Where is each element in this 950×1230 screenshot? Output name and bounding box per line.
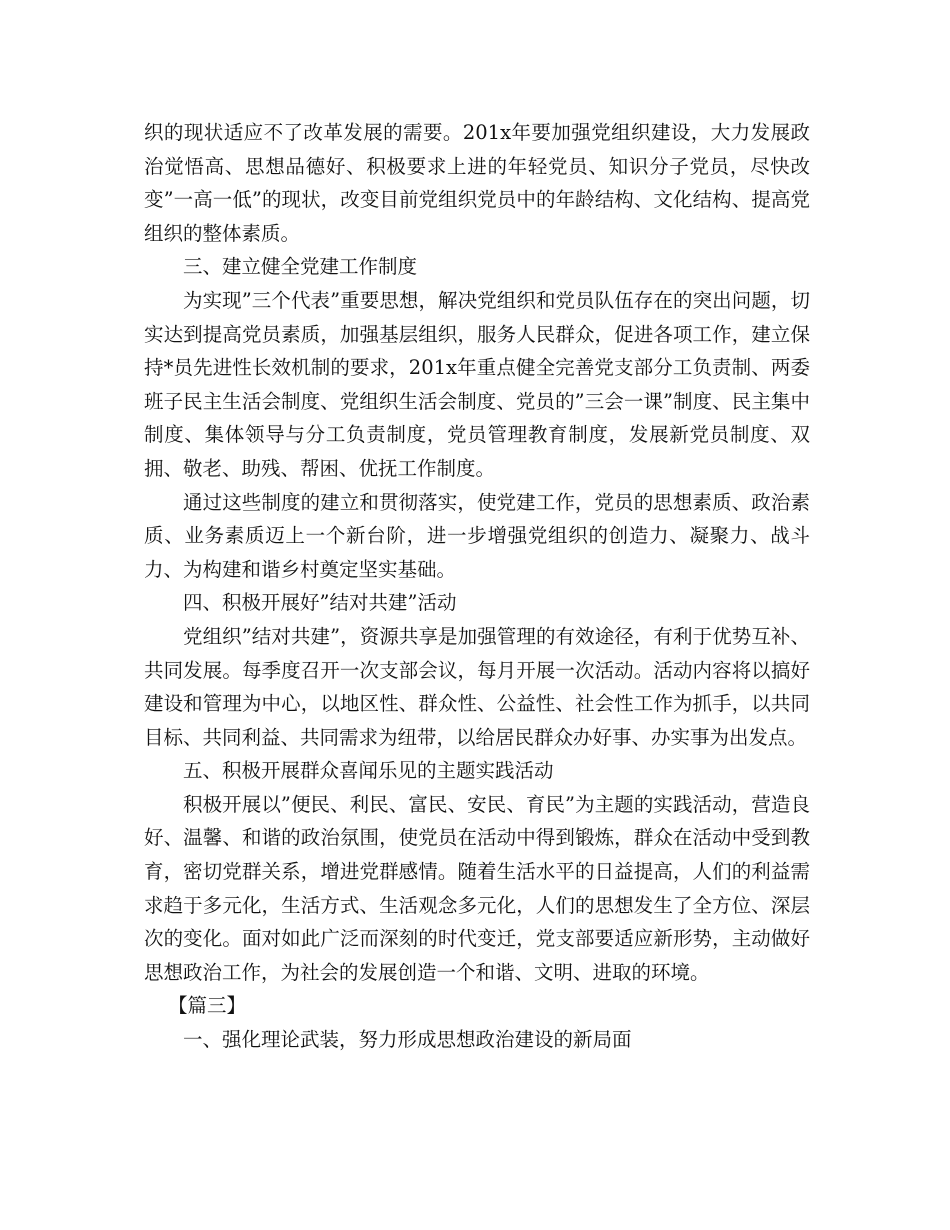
heading-part-three-section-one: 一、强化理论武装，努力形成思想政治建设的新局面 (183, 1028, 632, 1052)
paragraph-pairing-activity: 党组织”结对共建”，资源共享是加强管理的有效途径，有利于优势互补、共同发展。每季度召开一次支部会议，每月开展一次活动。活动内容将以搞好建设和管理为中心，以地区性、群众性、公益性、社会性工作为抓手，以共同目标、共同利益、共同需求为纽带，以给居民群众办好事、办实事为出发点。 (144, 624, 810, 749)
paragraph-system-building: 为实现”三个代表”重要思想，解决党组织和党员队伍存在的突出问题，切实达到提高党员素质，加强基层组织，服务人民群众，促进各项工作，建立保持*员先进性长效机制的要求，201x年重点健全完善党支部分工负责制、两委班子民主生活会制度、党组织生活会制度、党员的”三会一课”制度、民主集中制度、集体领导与分工负责制度，党员管理教育制度，发展新党员制度、双拥、敬老、助残、帮困、优抚工作制度。 (144, 288, 810, 480)
paragraph-themed-practice: 积极开展以”便民、利民、富民、安民、育民”为主题的实践活动，营造良好、温馨、和谐的政治氛围，使党员在活动中得到锻炼，群众在活动中受到教育，密切党群关系，增进党群感情。随着生活水平的日益提高，人们的利益需求趋于多元化，生活方式、生活观念多元化，人们的思想发生了全方位、深层次的变化。面对如此广泛而深刻的时代变迁，党支部要适应新形势，主动做好思想政治工作，为社会的发展创造一个和谐、文明、进取的环境。 (144, 792, 810, 984)
section-marker-part-three: 【篇三】 (168, 994, 247, 1018)
heading-section-three: 三、建立健全党建工作制度 (183, 255, 418, 279)
paragraph-implementation: 通过这些制度的建立和贯彻落实，使党建工作，党员的思想素质、政治素质、业务素质迈上一个新台阶，进一步增强党组织的创造力、凝聚力、战斗力、为构建和谐乡村奠定坚实基础。 (144, 490, 810, 581)
document-body (144, 116, 810, 1057)
heading-section-four: 四、积极开展好”结对共建”活动 (183, 591, 457, 615)
heading-section-five: 五、积极开展群众喜闻乐见的主题实践活动 (183, 759, 554, 783)
paragraph-continuation: 织的现状适应不了改革发展的需要。201x年要加强党组织建设，大力发展政治觉悟高、思想品德好、积极要求上进的年轻党员、知识分子党员，尽快改变”一高一低”的现状，改变目前党组织党员中的年龄结构、文化结构、提高党组织的整体素质。 (144, 121, 810, 245)
